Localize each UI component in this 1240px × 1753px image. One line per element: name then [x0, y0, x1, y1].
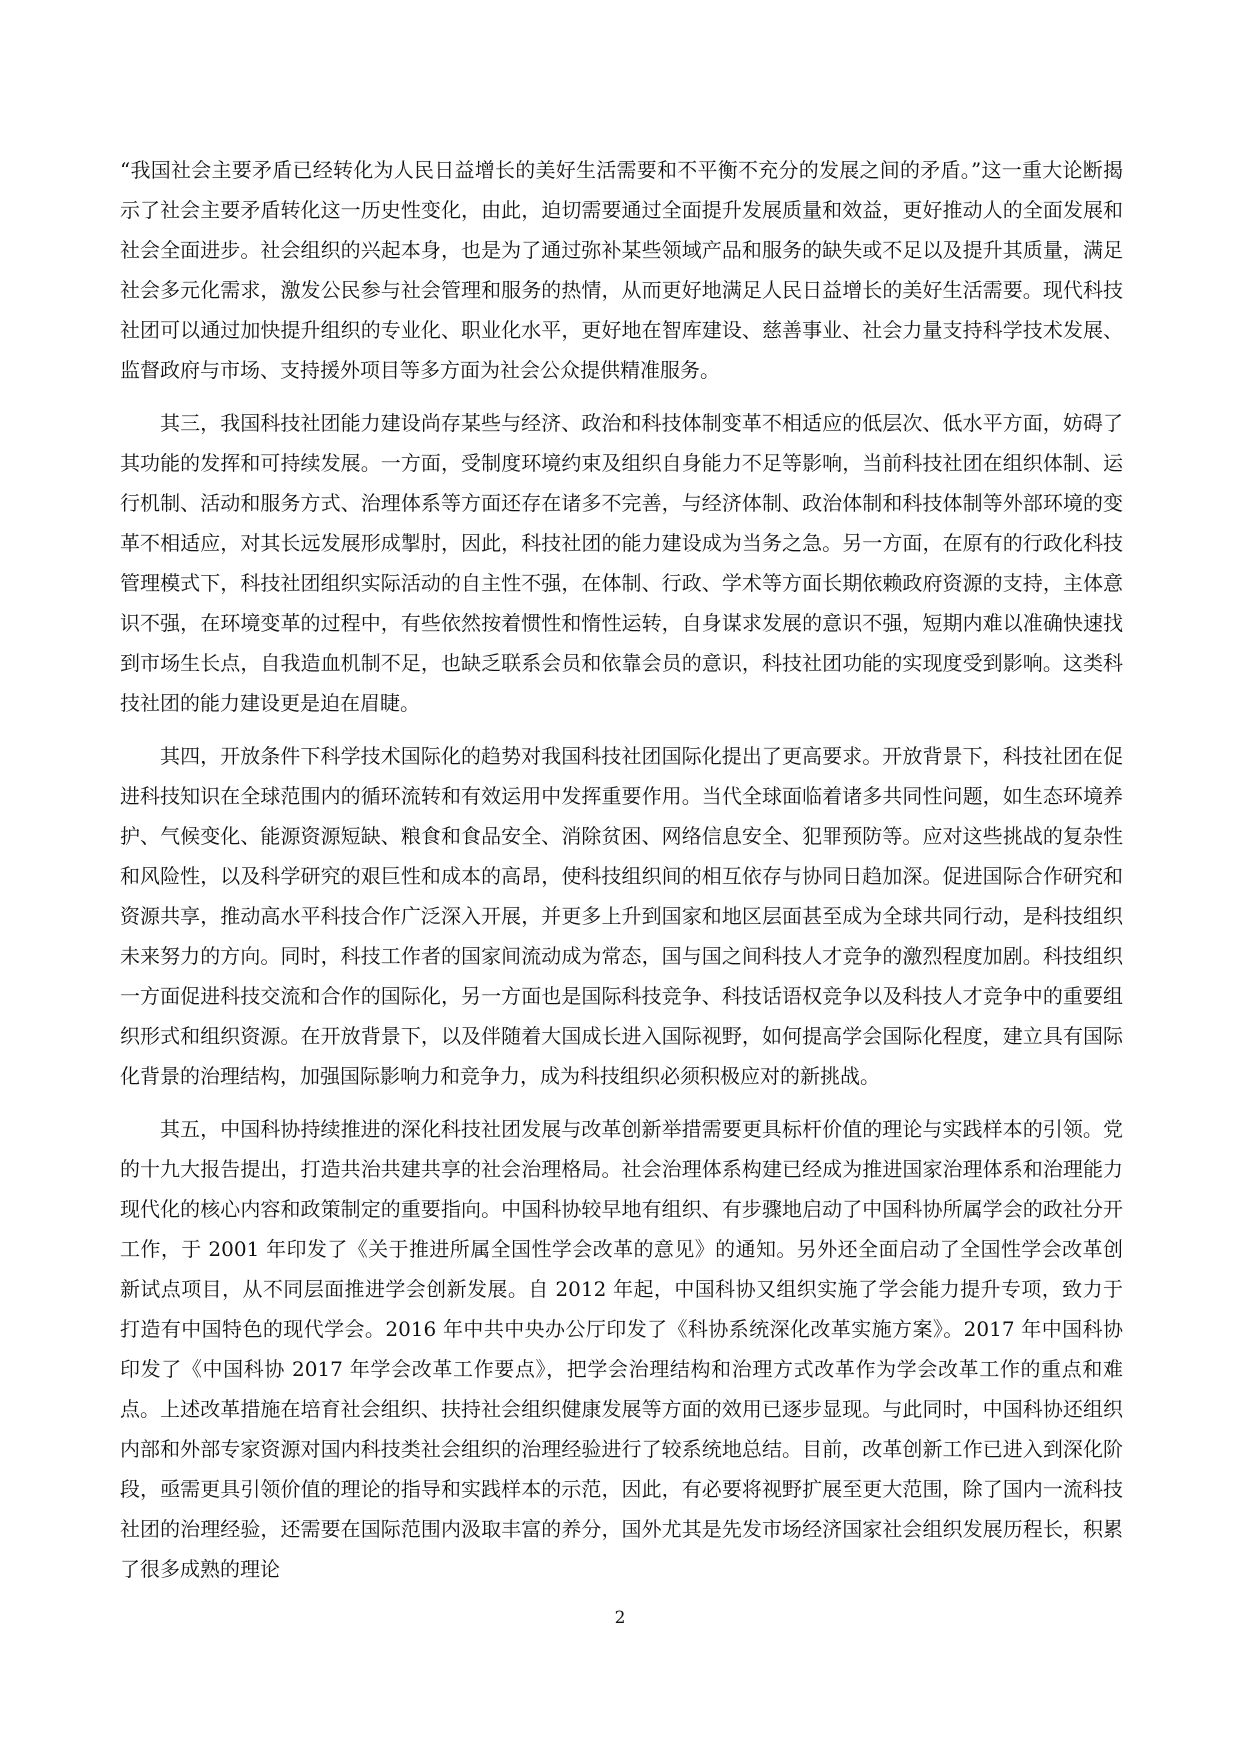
paragraph-continued: “我国社会主要矛盾已经转化为人民日益增长的美好生活需要和不平衡不充分的发展之间的矛盾。”这一重大论断揭示了社会主要矛盾转化这一历史性变化，由此，迫切需要通过全面提升发展质量和效益，更好推动人的全面发展和社会全面进步。社会组织的兴起本身，也是为了通过弥补某些领域产品和服务的缺失或不足以及提升其质量，满足社会多元化需求，激发公民参与社会管理和服务的热情，从而更好地满足人民日益增长的美好生活需要。现代科技社团可以通过加快提升组织的专业化、职业化水平，更好地在智库建设、慈善事业、社会力量支持科学技术发展、监督政府与市场、支持援外项目等多方面为社会公众提供精准服务。 — [120, 158, 1123, 382]
paragraph-point-three: 其三，我国科技社团能力建设尚存某些与经济、政治和科技体制变革不相适应的低层次、低水平方面，妨碍了其功能的发挥和可持续发展。一方面，受制度环境约束及组织自身能力不足等影响，当前科技社团在组织体制、运行机制、活动和服务方式、治理体系等方面还存在诸多不完善，与经济体制、政治体制和科技体制等外部环境的变革不相适应，对其长远发展形成掣肘，因此，科技社团的能力建设成为当务之急。另一方面，在原有的行政化科技管理模式下，科技社团组织实际活动的自主性不强，在体制、行政、学术等方面长期依赖政府资源的支持，主体意识不强，在环境变革的过程中，有些依然按着惯性和惰性运转，自身谋求发展的意识不强，短期内难以准确快速找到市场生长点，自我造血机制不足，也缺乏联系会员和依靠会员的意识，科技社团功能的实现度受到影响。这类科技社团的能力建设更是迫在眉睫。 — [120, 411, 1123, 715]
paragraph-point-four: 其四，开放条件下科学技术国际化的趋势对我国科技社团国际化提出了更高要求。开放背景下，科技社团在促进科技知识在全球范围内的循环流转和有效运用中发挥重要作用。当代全球面临着诸多共同性问题，如生态环境养护、气候变化、能源资源短缺、粮食和食品安全、消除贫困、网络信息安全、犯罪预防等。应对这些挑战的复杂性和风险性，以及科学研究的艰巨性和成本的高昂，使科技组织间的相互依存与协同日趋加深。促进国际合作研究和资源共享，推动高水平科技合作广泛深入开展，并更多上升到国家和地区层面甚至成为全球共同行动，是科技组织未来努力的方向。同时，科技工作者的国家间流动成为常态，国与国之间科技人才竞争的激烈程度加剧。科技组织一方面促进科技交流和合作的国际化，另一方面也是国际科技竞争、科技话语权竞争以及科技人才竞争中的重要组织形式和组织资源。在开放背景下，以及伴随着大国成长进入国际视野，如何提高学会国际化程度，建立具有国际化背景的治理结构，加强国际影响力和竞争力，成为科技组织必须积极应对的新挑战。 — [120, 744, 1123, 1088]
page-number: 2 — [614, 1608, 626, 1628]
paragraph-point-five: 其五，中国科协持续推进的深化科技社团发展与改革创新举措需要更具标杆价值的理论与实践样本的引领。党的十九大报告提出，打造共治共建共享的社会治理格局。社会治理体系构建已经成为推进国家治理体系和治理能力现代化的核心内容和政策制定的重要指向。中国科协较早地有组织、有步骤地启动了中国科协所属学会的政社分开工作，于 2001 年印发了《关于推进所属全国性学会改革的意见》的通知。另外还全面启动了全国性学会改革创新试点项目，从不同层面推进学会创新发展。自 2012 年起，中国科协又组织实施了学会能力提升专项，致力于打造有中国特色的现代学会。2016 年中共中央办公厅印发了《科协系统深化改革实施方案》。2017 年中国科协印发了《中国科协 2017 年学会改革工作要点》，把学会治理结构和治理方式改革作为学会改革工作的重点和难点。上述改革措施在培育社会组织、扶持社会组织健康发展等方面的效用已逐步显现。与此同时，中国科协还组织内部和外部专家资源对国内科技类社会组织的治理经验进行了较系统地总结。目前，改革创新工作已进入到深化阶段，亟需更具引领价值的理论的指导和实践样本的示范，因此，有必要将视野扩展至更大范围，除了国内一流科技社团的治理经验，还需要在国际范围内汲取丰富的养分，国外尤其是先发市场经济国家社会组织发展历程长，积累了很多成熟的理论 — [120, 1117, 1123, 1581]
body-text — [120, 150, 1123, 1602]
